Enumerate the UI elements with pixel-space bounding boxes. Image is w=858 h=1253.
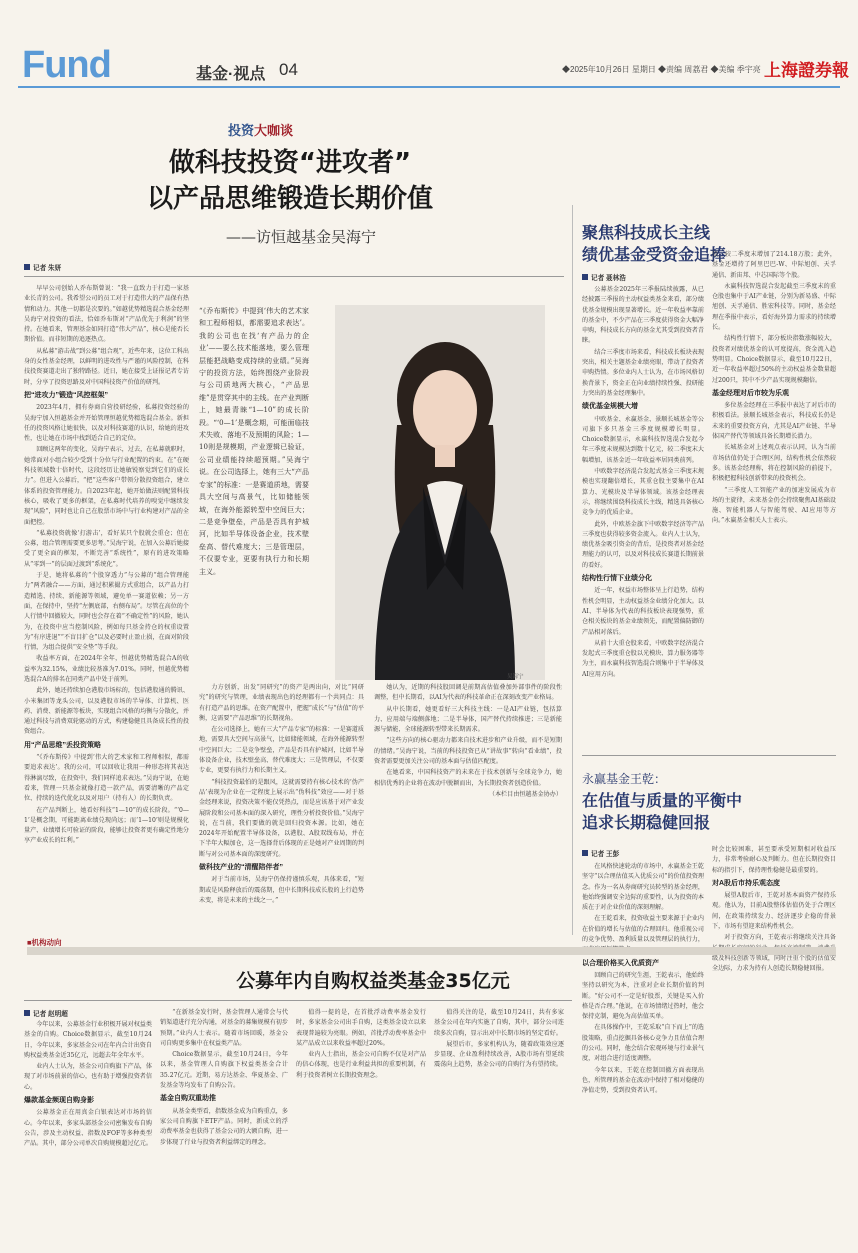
paragraph: 在具体操作中，王乾采取“自下而上”的选股策略，重点挖掘具备核心竞争力且估值合理的公司。同时，他会结合宏观环境与行业景气度，对组合进行适度调整。	[582, 1024, 704, 1063]
page-number: 04	[279, 60, 298, 79]
right-byline-2	[582, 848, 619, 858]
paragraph: 在公司选择上，她有三大“产品专家”的标准：一是赛道质地，需要具大空间与高景气，比如储能领域，在海外能源转型中空间巨大；二是竞争壁垒，产品是否具有护城河，比如半导体设备企业，技术壁垒高、替代难度大；三是管理层，不仅要专业，更要有执行力和长期主义。	[199, 726, 364, 775]
portrait-illustration	[335, 305, 545, 680]
section-bar	[27, 947, 836, 955]
right-headline-1	[582, 222, 726, 266]
main-headline	[80, 145, 500, 217]
paragraph: 结合三季度市场来看，科技成长板块表现突出，相关主题基金业绩亮眼，带动了投资者申购热情。多位业内人士认为，在市场风格切换背景下，资金正在向业绩持续性强、投研能力突出的基金经理集中。	[582, 348, 704, 397]
right1-col-b	[712, 250, 836, 750]
brand-fund-word: Fund	[22, 44, 111, 86]
paragraph: 展望后市，多家机构认为，随着政策效应逐步显现、企业盈利持续改善，A股市场有望延续震荡向上趋势，基金公司的自购行为有望持续。	[434, 1040, 564, 1069]
paragraph: 业内人士认为，基金公司自购旗下产品，体现了对市场前景的信心，也有助于增强投资者信心。	[24, 1063, 152, 1091]
headline-line: 绩优基金受资金追捧	[582, 245, 727, 264]
bottom-col-4	[434, 1008, 564, 1242]
paragraph: 从基金类型看，指数基金成为自购重点，多家公司自购旗下ETF产品。同时，新成立的浮动费率基金也获得了基金公司的大额自购，进一步体现了行业与投资者利益绑定的理念。	[160, 1107, 288, 1146]
divider	[24, 276, 564, 277]
paragraph: 此外，她还持续加仓港股市场标的，包括港股通的腾讯、小米集团等龙头公司，以及港股市场的半导体、计算机、医药、消费、新能源等板块，实现组合风格的均衡与分散化，并通过科技与消费双轮驱动的方式，构建稳健且具备成长性的投资组合。	[24, 687, 189, 736]
paragraph: 在产品判断上，她看好科技“1—10”的成长阶段。“‘0—1’是概念期，可能距离业绩兑现尚远；而‘1—10’则是规模化量产、业绩增长可验证的阶段，能够让投资者更有确定性地分享产业成长的红利。”	[24, 806, 189, 845]
right-headline-2-kicker: 永赢基金王乾：	[582, 772, 667, 786]
paragraph: “在新基金发行时，基金管理人通常会与代销渠道进行充分沟通，对基金的募集规模有初步预期。”业内人士表示。随着市场回暖，基金公司自购更多集中在权益类产品。	[160, 1009, 288, 1047]
subheading: 对A股后市持乐观态度	[712, 879, 781, 887]
subheading: 用“产品思维”丢投资策略	[24, 741, 101, 749]
paragraph: 在她看来，中国科技资产的未来在于技术创新与全球竞争力，她相信优秀的企业将在波动中脱颖而出，为长期投资者创造价值。	[374, 769, 562, 787]
divider	[582, 755, 836, 756]
main-headline-line2: 以产品思维锻造长期价值	[146, 184, 433, 214]
bottom-headline: 公募年内自购权益类基金35亿元	[236, 970, 510, 992]
pull-quote: “《乔布斯传》中提到‘伟大的艺术家和工程师相似，都需要追求表达’。我的公司也在找‘有产品力的企业’——要么技术能落地，要么管理层能把战略变成持续的业绩。”吴海宁的投资方法，始终围绕产业阶段与公司质地两大核心，“产品思维”是贯穿其中的主线。在产业判断上，她最青睐“1—10”的成长阶段。“‘0—1’是概念期，可能面临技术失败、落地不及预期的风险；1—10则是规模期，产业逻辑已验证，公司业绩能持续超预期。”吴海宁说。在公司选择上，她有三大“产品专家”的标准：一是赛道质地，需要具大空间与高景气，比如储能领域，在海外能源转型中空间巨大；二是竞争壁垒，产品是否具有护城河，比如半导体设备企业，技术壁垒高、替代难度大；三是管理层，不仅要专业，更要有执行力和长期主义。	[199, 307, 309, 576]
paragraph: 股，较二季度末增加了214.18万股；此外，基金还增持了阿里巴巴-W、中际旭创、天孚通信、新宙邦、中芯国际等个股。	[712, 251, 836, 279]
paragraph: 2023年4月，拥有券商自营投研经验，私募投资经验的吴海宁加入恒越基金并开始管理恒越优势精选混合基金。新担任的投资风格让她很快，以及对科技赛道的认识，给她的进攻性，也让她在市场中找到适合自己的定位。	[24, 404, 189, 443]
paragraph: 值得一提的是，在首批浮动费率基金发行时，多家基金公司出手自购，这类基金设立以来表现普遍较为亮眼。例如，首批浮动费率基金中某产品成立以来收益率超过20%。	[296, 1009, 426, 1047]
paragraph: Choice数据显示，截至10月24日，今年以来，基金管理人自购旗下权益类基金合计35.27亿元。近期，易方达基金、华夏基金、广发基金等均发布了自购公告。	[160, 1051, 288, 1090]
subheading: 绩优基金规模大增	[582, 403, 638, 411]
right-headline-2	[582, 790, 742, 834]
paragraph: “这些方向的核心驱动力都来自技术进步和产业升级，而不是短期的情绪。”吴海宁说，当前的科技投资已从“讲故事”转向“看业绩”，投资者需要更加关注公司的基本面与估值匹配度。	[374, 737, 562, 766]
subheading: 做科技产业的“清醒陪伴者”	[199, 864, 283, 872]
photo-caption: 吴海宁	[507, 674, 524, 680]
header-rule	[18, 86, 840, 88]
main-headline-line1: 做科技投资“进攻者”	[168, 148, 412, 178]
newspaper-logo: 上海證券報	[764, 61, 849, 81]
column-badge	[228, 120, 293, 139]
main-col-2	[199, 683, 364, 933]
paragraph: 今年以来，王乾在控制回撤方面表现出色，所管理的基金在波动中保持了相对稳健的净值走势，受到投资者认可。	[582, 1066, 704, 1095]
divider	[24, 1000, 572, 1001]
subheading: 基金自购双重助推	[160, 1095, 216, 1103]
paragraph: “科技投资最怕的是跟风，这就需要持有核心技术的‘伪产品’表现为企业在一定程度上展示出“伪科技”效应——对于基金经理来说，投资决策不能仅凭热点，而是应该基于对产业发展阶段和公司基本面的深入研究，理性分析投资价值。”吴海宁说，在当前，我们要做的就是回归投资本源。比如，她在2024年开始配置半导体设备，以港股、A股双线布局，并在下半年大幅加仓，这一选择背后体现的正是她对产业周期的判断与对公司基本面的深度研究。	[199, 778, 364, 858]
bottom-col-1	[24, 1020, 152, 1242]
bottom-col-2	[160, 1008, 288, 1242]
paragraph: 从前十大重仓股来看，中欧数字经济混合发起式三季度重仓股以光模块、算力服务器等为主，而永赢科技智选混合则集中于半导体及AI应用方向。	[582, 639, 704, 678]
paragraph: 今年以来，公募基金行业积极开展对权益类基金的自购。Choice数据显示，截至10月24日，今年以来，多家基金公司在年内合计出资自购权益类基金近35亿元，远超去年全年水平。	[24, 1021, 152, 1059]
paragraph: 结构性行情下，部分板块指数涨幅较大，投资者对绩优基金的认可度提高，资金流入趋势明显。Choice数据显示，截至10月22日，近一年收益率超过50%的主动权益基金数量超过200只，其中不少产品实现规模翻倍。	[712, 335, 836, 384]
paragraph: “《乔布斯传》中提到‘伟大的艺术家和工程师相似，都需要追求表达’。我的公司，可以回收让我用一种形态将其表达得淋漓尽致，在投资中，我们同样追求表达。”吴海宁说，在她看来，管理一只基金就像打造一款产品，需要清晰的产品定位、持续的迭代优化以及对用户（持有人）的长期负责。	[24, 754, 189, 803]
paragraph: 在王乾看来，投资收益主要来源于企业内在价值的增长与估值的合理回归。他重视公司的竞争优势、盈利质量以及管理层的执行力，	[582, 915, 704, 944]
paragraph: “三季度人工智能产业的加速发展成为市场的主旋律，未来基金仍会持续聚焦AI基础设施、智能机器人与智能驾驶、AI应用等方向。”永赢基金相关人士表示。	[712, 486, 836, 525]
paragraph: 对于投资方向，王乾表示将继续关注具备 级及科技创新等领域，同时注重个股的估值安全边际，力求为持有人创造长期稳健回报。	[712, 934, 836, 973]
paragraph: 回顾自己的研究生涯，王乾表示，他始终坚持以研究为本，注重对企业长期价值的判断。“好公司不一定是好股票，关键是买入价格是否合理。”他说，在市场情绪过热时，他会保持克制，避免为高估值买单。	[582, 971, 704, 1021]
column-credit: （本栏目由恒越基金协办）	[488, 790, 562, 798]
paragraph: 业内人士指出，基金公司自购不仅是对产品的信心体现，也是行业利益共担的重要机制，有利于投资者树立长期投资理念。	[296, 1051, 426, 1079]
edition-info: ◆2025年10月26日 星期日 ◆责编 周荔君 ◆美编 季宇亮	[562, 65, 761, 74]
bottom-col-3	[296, 1008, 426, 1242]
paragraph: 早早公司创始人乔布斯曾说：“我一直致力于打造一家基业长青的公司。我希望公司的员工对于打造伟大的产品保有热情和动力。其他一切都是次要的。”如越优势精选混合基金经理吴海宁对投资的看法，恰如乔布斯对“产品优先于利润”的坚持。在她看来，管理基金如同打造“伟大产品”，核心是能否长期价值。而非短期的追逐热点。	[24, 285, 189, 344]
byline-text: 记者 王彭	[591, 851, 620, 858]
section-label: ■机构动向	[27, 938, 62, 947]
column-divider	[572, 205, 573, 935]
byline-text: 记者 赵明超	[33, 1011, 68, 1018]
paragraph: 公募基金2025年三季报陆续披露，从已经披露三季报的主动权益类基金来看，部分绩优基金规模出现显著增长。近一年收益率靠前的基金中，不少产品在三季度获得资金大幅净申购，科技成长方向的基金尤其受到投资者青睐。	[582, 286, 704, 345]
portrait-photo	[335, 305, 545, 680]
subheading: 把“进攻力”锻造“风控框架”	[24, 391, 108, 399]
paragraph: 于是，她将私募的“个股穿透力”与公募的“组合管理能力”两者融合——方面，通过积累撮方式重组合，以产品力打造精选、持续、新能源等领域，避免单一赛道依赖；另一方面，在保持中，坚持“左侧底部，右侧布局”。尽管在高位的个人行情中回撤较大，同时也会存在着“不确定性”的风险，她认为，在投资中应当控制风险，例如每只基金持仓的权重设置为“有序进退”“不盲目扩仓”以及必要时止盈止损，在面对阶段行情，为组合提供“安全垫”等手段。	[24, 572, 189, 652]
subheading: 结构性行情下业绩分化	[582, 575, 652, 583]
right-byline-1	[582, 272, 626, 282]
paragraph: 近一年，权益市场整体呈上行趋势，结构性机会明显，主动权益基金业绩分化加大。以AI、半导体为代表的科技板块表现强势，重仓相关板块的基金业绩领先，而配置偏防御的产品相对落后。	[582, 587, 704, 636]
bottom-byline	[24, 1008, 68, 1018]
headline-line: 追求长期稳健回报	[582, 813, 711, 832]
right1-col-a	[582, 285, 704, 750]
badge-left: 投资	[228, 124, 255, 139]
main-byline	[24, 262, 61, 272]
paragraph: 值得关注的是，截至10月24日，共有多家基金公司在年内实施了自购，其中，部分公司连续多次自购，显示出对中长期市场的坚定看好。	[434, 1009, 564, 1037]
paragraph: 此外，中欧基金旗下中欧数字经济等产品三季度也获得较多资金流入。业内人士认为，绩优基金吸引资金的背后，是投资者对基金经理能力的认可，以及对科技成长赛道长期前景的看好。	[582, 520, 704, 569]
main-subtitle: ——访恒越基金吴海宁	[226, 228, 377, 246]
paragraph: 对于当前市场，吴海宁仍保持谨慎乐观，具体来看，“短期或是风险释放后的震荡期，但中长期科技成长股的上行趋势未变，将是未来的主线之一。”	[199, 876, 364, 904]
section-title: 基金·视点	[196, 66, 266, 83]
subheading: 以合理价格买入优质资产	[582, 959, 659, 967]
right2-col-a	[582, 862, 704, 1240]
paragraph: 回顾这两年的变化，吴海宁表示，过去，在私募就职时，她常面对小组合较少受到十分位与行业配置的约束。在“在硬科技领域数十倍时代，这段经历让她敏锐察觉到它们的成长力”。但进入公募后，“把”这些客户带领分散投资组合，建立体系的投资管理能力。自2023年起，她开始做法则配置科技核心，吸收了更多的框架，在私募时代培养的嗅觉中继续发现“风险”，同时也让自己在股票市场中与行业构建对产品的全面把控。	[24, 446, 189, 526]
main-col-3	[374, 683, 562, 933]
paragraph: 在风格快速轮动的市场中，永赢基金王乾坚守“以合理估值买入优质公司”的价值投资理念。作为一名从券商研究员转型的基金经理，他始终强调安全边际的重要性，认为投资的本质在于对企业价值的深刻理解。	[582, 863, 704, 912]
paragraph: 中欧数字经济混合发起式基金三季度末规模也实现翻倍增长，其重仓股主要集中在AI算力、光模块及半导体领域。该基金经理表示，将继续围绕科技成长主线，精选具备核心竞争力的优质企业。	[582, 468, 704, 517]
paragraph: 展望A股后市，王乾对基本面资产保持乐观。他认为，目前A股整体估值仍处于合理区间，在政策持续发力、经济逐步企稳的背景下，市场有望迎来结构性机会。	[712, 892, 836, 931]
paragraph: 多位基金经理在三季报中表达了对后市的积极看法。景顺长城基金表示，科技成长仍是未来的重要投资方向，尤其是AI产业链、半导体国产替代等领域具备长期增长潜力。	[712, 402, 836, 441]
paragraph: 长城基金对上述观点表示认同，认为当前市场估值仍处于合理区间，结构性机会依然较多。该基金经理称，将在控制风险的前提下，积极把握科技创新带来的投资机会。	[712, 444, 836, 483]
subheading: 基金经理对后市较为乐观	[712, 389, 789, 397]
byline-text: 记者 朱妍	[33, 265, 62, 272]
headline-line: 在估值与质量的平衡中	[582, 791, 743, 810]
subheading: 爆款基金频现自购身影	[24, 1097, 94, 1105]
paragraph: 公募基金正在用真金白银表达对市场的信心。今年以来，多家头部基金公司密集发布自购公告，涉及主动权益、指数及FOF等多种类型产品。其中，部分公司单次自购规模超过亿元。	[24, 1109, 152, 1148]
paragraph: 从私募“游击战”到公募“组合观”，近些年来，这位工科出身的女性基金经理，以鲜明的进攻性与严谨的风险控制，在科技投资赛道走出了独特路径。近日，她在接受上证报记者专访时，分享了投资思路及对中国科技资产价值的研判。	[24, 347, 189, 386]
paragraph: 她认为，近期的科技股回调是前期高估值叠加外部事件的阶段性调整，但中长期看，以AI为代表的科技革命正在深刻改变产业格局。	[374, 684, 562, 702]
paragraph: 收益率方面，在2024年全年，恒越优势精选混合A的收益率为32.15%，业绩比较基准为7.01%。同时，恒越优势精选混合A的排名在同类产品中处于前列。	[24, 655, 189, 683]
paragraph: 力方创新，出发“同研究”的资产是两出向，对比“同研究”的研究与管理，业绩表现出色的经理都有一个共同点：具有打造产品的思维。在资产配置中，把握“成长”与“估值”的平衡，这需要“产品思维”的长期视角。	[199, 684, 364, 722]
byline-text: 记者 聂林浩	[591, 275, 626, 282]
paragraph: 从中长期看，她更看好三大科技主线：一是AI产业链，包括算力、应用端与端侧落地；二是半导体，国产替代持续推进；三是新能源与储能，全球能源转型带来长期需求。	[374, 705, 562, 734]
headline-line: 聚焦科技成长主线	[582, 223, 711, 242]
paragraph: 永赢科技智选混合发起截至三季度末的重仓股也集中于AI产业链，分别为新易盛、中际旭创、天孚通信、胜宏科技等。同时，基金经理在季报中表示，看好海外算力需求的持续增长。	[712, 282, 836, 332]
main-col-1	[24, 284, 189, 929]
paragraph: 时会比较困难，甚至要承受短期相对收益压力，非常考验耐心及判断力。但在长期投资目标的指引下，保持理性稳健是最重要的。	[712, 846, 836, 874]
badge-right: 大咖谈	[254, 124, 294, 139]
paragraph: 中欧基金、永赢基金、景顺长城基金等公司旗下多只基金三季度规模增长明显。Choice数据显示，永赢科技智选混合发起今年三季度末规模达到数十亿元，较二季度末大幅增加，该基金近一年收益率居同类前列。	[582, 415, 704, 464]
paragraph: “私募投资就像‘打游击’，看好某只个股就会重仓；但在公募，组合管理需要更多思考。”吴海宁说，在加入公募后她接受了更全面的框架，不断完善“系统性”，原有的进攻策略从“零到一”的层面过渡到“系统化”。	[24, 529, 189, 568]
right2-col-b	[712, 845, 836, 1240]
